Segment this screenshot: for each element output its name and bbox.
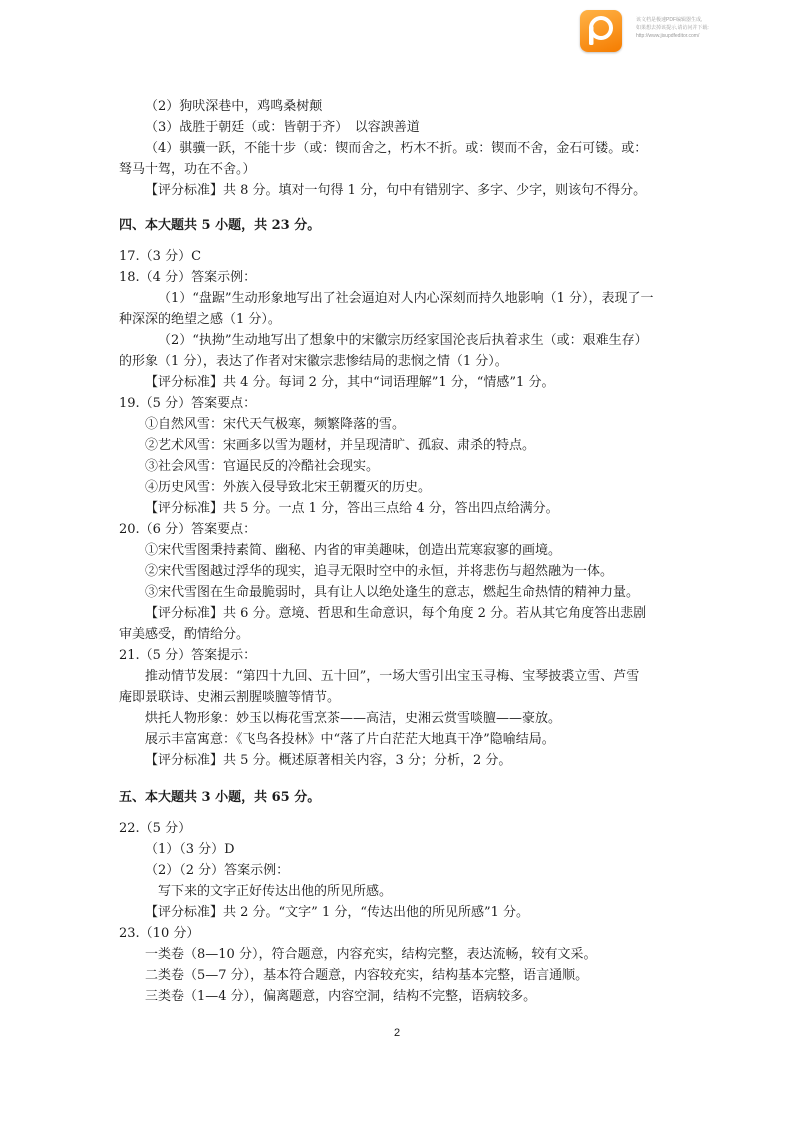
section-heading: 四、本大题共 5 小题，共 23 分。 [119,218,321,233]
watermark-note-url[interactable]: http://www.jisupdfeditor.com/ [636,33,700,39]
scoring-standard: 【评分标准】共 4 分。每词 2 分，其中“词语理解”1 分，“情感”1 分。 [145,375,555,390]
question-number: 19.（5 分）答案要点： [119,396,257,411]
answer-line: 审美感受，酌情给分。 [119,627,250,642]
question-number: 23.（10 分） [119,926,200,941]
watermark-note-line: 该文档是极速PDF编辑器生成, [636,17,703,23]
question-number: 20.（6 分）答案要点： [119,522,257,537]
pdf-editor-logo-icon [580,10,622,52]
watermark-note [636,16,766,40]
scoring-standard: 【评分标准】共 5 分。一点 1 分，答出三点给 4 分，答出四点给满分。 [145,501,559,516]
answer-point: ③宋代雪图在生命最脆弱时，具有让人以绝处逢生的意志，燃起生命热情的精神力量。 [145,585,640,600]
answer-line: （1）“盘踞”生动形象地写出了社会逼迫对人内心深刻而持久地影响（1 分），表现了一 [158,291,654,306]
grading-rubric-line: 一类卷（8—10 分），符合题意，内容充实，结构完整，表达流畅，较有文采。 [145,947,597,962]
question-number: 17.（3 分）C [119,249,202,264]
scoring-standard: 【评分标准】共 2 分。“文字” 1 分，“传达出他的所见所感”1 分。 [145,905,530,920]
grading-rubric-line: 三类卷（1—4 分），偏离题意，内容空洞，结构不完整，语病较多。 [145,989,537,1004]
question-number: 18.（4 分）答案示例： [119,270,257,285]
answer-line: 的形象（1 分），表达了作者对宋徽宗悲惨结局的悲悯之情（1 分）。 [119,354,508,369]
page-number: 2 [393,1027,401,1039]
answer-line: （2）“执拗”生动地写出了想象中的宋徽宗历经家国沦丧后执着求生（或：艰难生存） [158,333,648,348]
watermark-note-line: 如果想去掉该提示,请访问并下载: [636,25,709,31]
grading-rubric-line: 二类卷（5—7 分），基本符合题意，内容较充实，结构基本完整，语言通顺。 [145,968,589,983]
scoring-standard: 【评分标准】共 5 分。概述原著相关内容，3 分；分析，2 分。 [145,753,512,768]
answer-line: 写下来的文字正好传达出他的所见所感。 [158,884,393,899]
answer-line: （2）狗吠深巷中，鸡鸣桑树颠 [145,99,323,114]
answer-line: 展示丰富寓意：《飞鸟各投林》中“落了片白茫茫大地真干净”隐喻结局。 [145,732,555,747]
answer-point: ③社会风雪：官逼民反的冷酷社会现实。 [145,459,380,474]
answer-point: ②艺术风雪：宋画多以雪为题材，并呈现清旷、孤寂、肃杀的特点。 [145,438,536,453]
answer-line: 种深深的绝望之感（1 分）。 [119,312,281,327]
answer-point: ①自然风雪：宋代天气极寒，频繁降落的雪。 [145,417,406,432]
question-number: 21.（5 分）答案提示： [119,648,257,663]
answer-line: 推动情节发展：“第四十九回、五十回”，一场大雪引出宝玉寻梅、宝琴披裘立雪、芦雪 [145,669,640,684]
question-number: 22.（5 分） [119,821,192,836]
answer-point: ④历史风雪：外族入侵导致北宋王朝覆灭的历史。 [145,480,432,495]
scoring-standard: 【评分标准】共 8 分。填对一句得 1 分，句中有错别字、多字、少字，则该句不得分。 [145,183,647,198]
answer-line: 庵即景联诗、史湘云割腥啖膻等情节。 [119,690,341,705]
answer-line: （1）（3 分）D [145,842,235,857]
answer-line: 烘托人物形象：妙玉以梅花雪烹茶——高洁，史湘云赏雪啖膻——豪放。 [145,711,562,726]
answer-key-body [119,96,679,1007]
section-heading: 五、本大题共 3 小题，共 65 分。 [119,790,321,805]
scoring-standard: 【评分标准】共 6 分。意境、哲思和生命意识，每个角度 2 分。若从其它角度答出悲剧 [145,606,647,621]
answer-line: （4）骐骥一跃，不能十步（或：锲而舍之，朽木不折。或：锲而不舍，金石可镂。或： [145,141,648,156]
answer-line: （3）战胜于朝廷（或：皆朝于齐） 以容諛善道 [145,120,420,135]
answer-point: ②宋代雪图越过浮华的现实，追寻无限时空中的永恒，并将悲伤与超然融为一体。 [145,564,614,579]
answer-point: ①宋代雪图秉持素简、幽秘、内省的审美趣味，创造出荒寒寂寥的画境。 [145,543,562,558]
answer-line: （2）（2 分）答案示例： [145,863,290,878]
answer-line: 驽马十驾，功在不舍。） [119,162,256,177]
